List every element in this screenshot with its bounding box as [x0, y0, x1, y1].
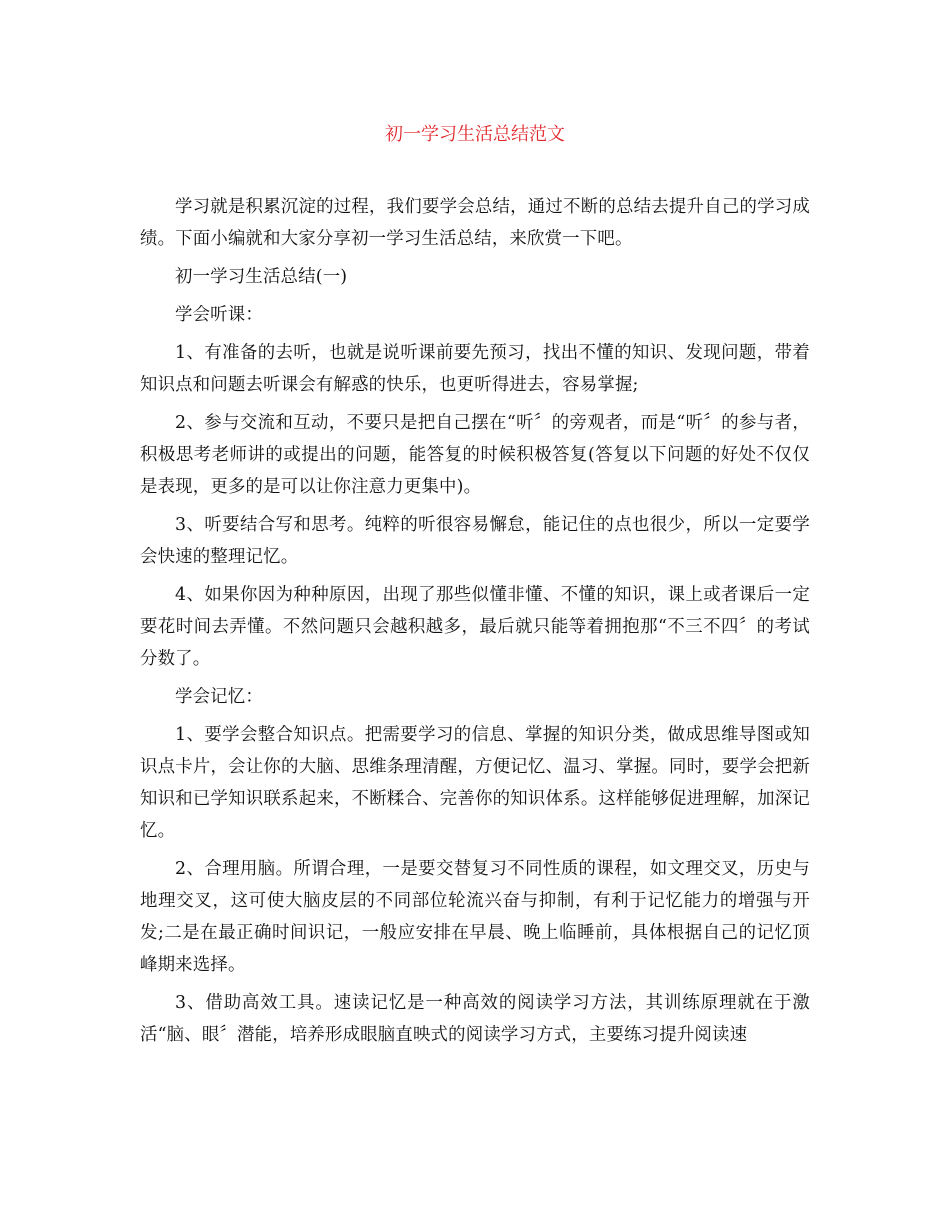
subsection-heading: 学会听课： — [175, 305, 263, 325]
list-paragraph: 4、如果你因为种种原因，出现了那些似懂非懂、不懂的知识，课上或者课后一定要花时间去弄懂。不然问题只会越积越多，最后就只能等着拥抱那“不三不四〞的考试分数了。 — [140, 585, 810, 669]
section-heading: 初一学习生活总结(一) — [175, 267, 348, 287]
list-paragraph: 1、有准备的去听，也就是说听课前要先预习，找出不懂的知识、发现问题，带着知识点和问题去听课会有解惑的快乐，也更听得进去，容易掌握; — [140, 343, 810, 395]
subsection-heading: 学会记忆： — [175, 687, 263, 707]
document-title: 初一学习生活总结范文 — [385, 124, 565, 145]
list-paragraph: 1、要学会整合知识点。把需要学习的信息、掌握的知识分类，做成思维导图或知识点卡片，会让你的大脑、思维条理清醒，方便记忆、温习、掌握。同时，要学会把新知识和已学知识联系起来，不断糅合、完善你的知识体系。这样能够促进理解，加深记忆。 — [140, 725, 810, 841]
list-paragraph: 2、合理用脑。所谓合理，一是要交替复习不同性质的课程，如文理交叉，历史与地理交叉，这可使大脑皮层的不同部位轮流兴奋与抑制，有利于记忆能力的增强与开发;二是在最正确时间识记，一般应安排在早晨、晚上临睡前，具体根据自己的记忆顶峰期来选择。 — [140, 859, 810, 975]
list-paragraph: 3、听要结合写和思考。纯粹的听很容易懈怠，能记住的点也很少，所以一定要学会快速的整理记忆。 — [140, 515, 810, 567]
document-body — [140, 191, 810, 1057]
list-paragraph: 3、借助高效工具。速读记忆是一种高效的阅读学习方法，其训练原理就在于激活“脑、眼〞潜能，培养形成眼脑直映式的阅读学习方式，主要练习提升阅读速 — [140, 993, 810, 1045]
intro-paragraph: 学习就是积累沉淀的过程，我们要学会总结，通过不断的总结去提升自己的学习成绩。下面小编就和大家分享初一学习生活总结，来欣赏一下吧。 — [140, 197, 810, 249]
list-paragraph: 2、参与交流和互动，不要只是把自己摆在“听〞的旁观者，而是“听〞的参与者，积极思考老师讲的或提出的问题，能答复的时候积极答复(答复以下问题的好处不仅仅是表现，更多的是可以让你注意力更集中)。 — [140, 413, 810, 497]
